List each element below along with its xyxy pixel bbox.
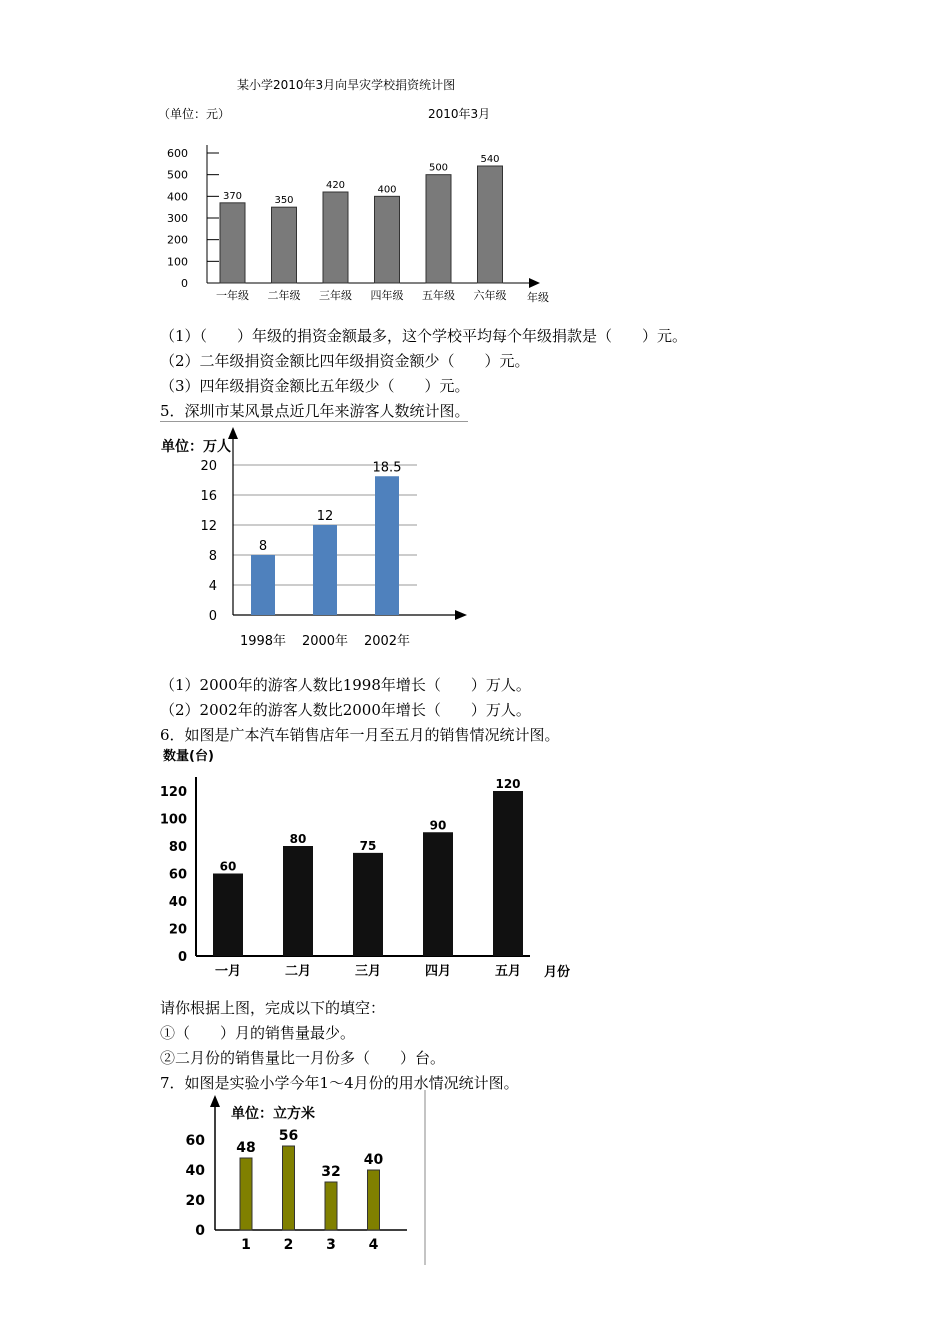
q6-item-2: ②二月份的销售量比一月份多（ ）台。	[160, 1049, 446, 1067]
chart4-title: 某小学2010年3月向旱灾学校捐资统计图	[237, 78, 456, 92]
y-axis-arrow	[228, 427, 238, 439]
bar	[283, 1146, 295, 1230]
q5-title: 5．深圳市某风景点近几年来游客人数统计图。	[160, 402, 470, 420]
x-tick-label: 三年级	[319, 289, 352, 302]
bar	[313, 525, 337, 615]
y-tick-label: 300	[167, 212, 188, 225]
bar	[426, 175, 451, 283]
chart7-unit: 单位：立方米	[231, 1106, 315, 1122]
data-label: 90	[429, 818, 447, 833]
y-tick-label: 0	[208, 609, 217, 624]
x-tick-label: 二月	[284, 964, 312, 979]
bar	[213, 874, 243, 957]
data-label: 350	[274, 195, 294, 207]
y-axis-arrow	[210, 1095, 220, 1107]
data-label: 500	[428, 162, 449, 174]
x-tick-label: 2	[283, 1237, 294, 1253]
x-tick-label: 五年级	[422, 289, 455, 302]
x-tick-label: 三月	[354, 964, 382, 979]
data-label: 18.5	[372, 460, 402, 476]
q4-item-2: （2）二年级捐资金额比四年级捐资金额少（ ）元。	[160, 352, 530, 370]
x-tick-label: 二年级	[267, 289, 301, 302]
y-tick-label: 16	[200, 489, 217, 504]
chart7-svg	[175, 1090, 435, 1270]
data-label: 540	[480, 154, 500, 165]
data-label: 420	[325, 180, 346, 191]
y-tick-label: 500	[167, 168, 188, 182]
y-tick-label: 8	[208, 549, 217, 564]
data-label: 12	[316, 509, 334, 524]
x-tick-label: 4	[368, 1237, 379, 1253]
x-axis-label: 年级	[527, 291, 549, 304]
q4-item-3: （3）四年级捐资金额比五年级少（ ）元。	[160, 377, 470, 395]
data-label: 8	[258, 539, 268, 554]
x-axis-arrow	[529, 278, 540, 288]
y-tick-label: 60	[185, 1133, 205, 1149]
y-tick-label: 12	[200, 519, 217, 534]
chart6-svg	[155, 743, 585, 983]
q5-item-1: （1）2000年的游客人数比1998年增长（ ）万人。	[160, 676, 531, 694]
y-tick-label: 40	[185, 1163, 205, 1179]
y-tick-label: 0	[181, 277, 188, 290]
chart4-svg	[150, 130, 570, 310]
bar	[493, 791, 523, 956]
bar	[375, 196, 400, 283]
x-tick-label: 四月	[424, 964, 452, 979]
bar	[368, 1170, 380, 1230]
q5-item-2: （2）2002年的游客人数比2000年增长（ ）万人。	[160, 701, 531, 719]
bar	[251, 555, 275, 615]
data-label: 56	[278, 1128, 299, 1144]
q6-item-1: ①（ ）月的销售量最少。	[160, 1024, 356, 1042]
x-tick-label: 四年级	[370, 289, 404, 302]
y-tick-label: 20	[185, 1193, 205, 1209]
x-tick-label: 一月	[214, 964, 242, 979]
data-label: 370	[222, 190, 243, 202]
y-tick-label: 20	[200, 459, 217, 474]
data-label: 80	[289, 832, 307, 846]
x-axis-label: 月份	[543, 965, 571, 980]
y-tick-label: 4	[208, 579, 217, 594]
bar	[478, 166, 503, 283]
y-tick-label: 100	[159, 812, 187, 828]
y-tick-label: 80	[168, 840, 187, 855]
x-tick-label: 2002年	[363, 634, 411, 649]
divider	[160, 421, 468, 422]
y-tick-label: 0	[195, 1223, 205, 1239]
y-tick-label: 40	[168, 895, 187, 910]
data-label: 120	[495, 777, 521, 791]
bar	[323, 192, 348, 283]
bar	[325, 1182, 337, 1230]
x-tick-label: 1	[241, 1237, 251, 1253]
data-label: 32	[321, 1164, 341, 1180]
y-tick-label: 600	[167, 147, 188, 160]
q6-title: 6．如图是广本汽车销售店年一月至五月的销售情况统计图。	[160, 726, 560, 744]
y-tick-label: 0	[177, 950, 187, 965]
y-tick-label: 120	[159, 785, 187, 800]
bar	[353, 853, 383, 956]
data-label: 60	[219, 859, 237, 874]
q6-prompt: 请你根据上图，完成以下的填空：	[160, 999, 386, 1017]
bar	[283, 846, 313, 956]
chart5-svg	[155, 425, 475, 655]
x-tick-label: 1998年	[239, 634, 287, 649]
bar	[220, 203, 245, 283]
x-tick-label: 六年级	[473, 289, 507, 302]
q7-title: 7．如图是实验小学今年1～4月份的用水情况统计图。	[160, 1074, 519, 1092]
data-label: 400	[377, 184, 397, 196]
data-label: 48	[236, 1140, 256, 1156]
chart4-date: 2010年3月	[428, 107, 491, 121]
chart6-unit: 数量(台)	[163, 749, 214, 764]
y-tick-label: 60	[168, 867, 187, 883]
y-tick-label: 100	[167, 255, 188, 269]
bar	[375, 476, 399, 615]
y-tick-label: 400	[167, 190, 188, 204]
data-label: 40	[363, 1152, 384, 1168]
data-label: 75	[359, 838, 377, 853]
y-tick-label: 20	[168, 922, 187, 938]
x-tick-label: 一年级	[216, 289, 249, 302]
x-tick-label: 3	[326, 1237, 336, 1253]
chart5-unit: 单位：万人	[161, 439, 231, 455]
q4-item-1: （1）（ ）年级的捐资金额最多，这个学校平均每个年级捐款是（ ）元。	[160, 327, 688, 345]
x-tick-label: 五月	[494, 964, 522, 979]
bar	[423, 832, 453, 956]
x-axis-arrow	[455, 610, 467, 620]
bar	[240, 1158, 252, 1230]
x-tick-label: 2000年	[301, 634, 349, 649]
bar	[272, 207, 297, 283]
y-tick-label: 200	[167, 233, 188, 247]
chart4-unit: （单位：元）	[158, 107, 231, 121]
